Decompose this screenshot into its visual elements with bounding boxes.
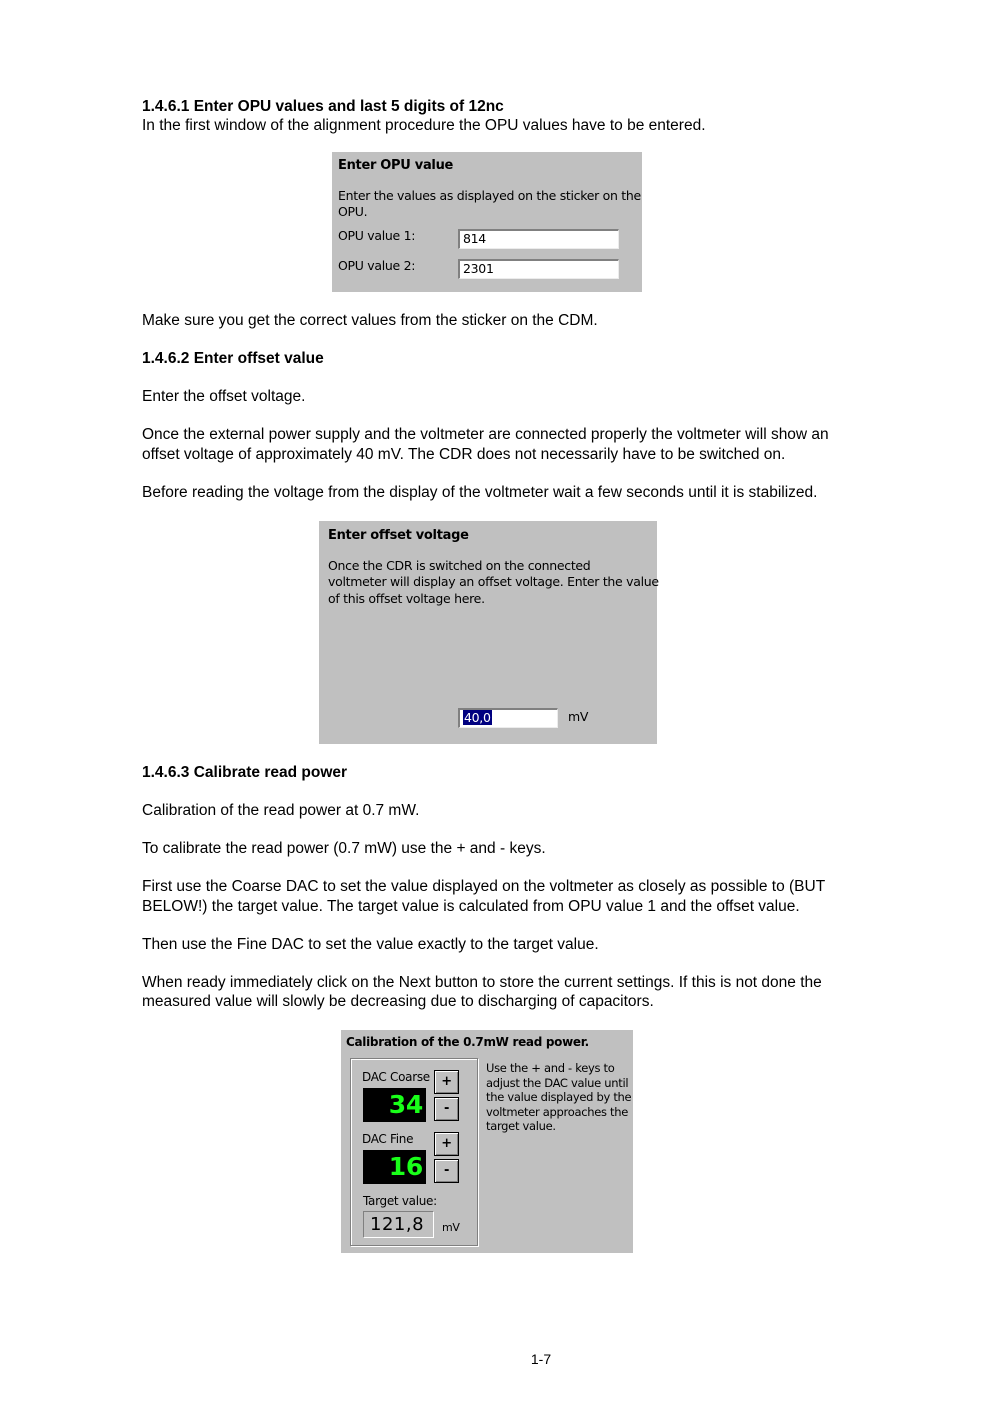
paragraph: offset voltage of approximately 40 mV. The CDR does not necessarily have to be switched on. bbox=[142, 446, 786, 463]
help-text: target value. bbox=[486, 1119, 556, 1133]
page-number: 1-7 bbox=[530, 1351, 552, 1367]
opu-value-1-input[interactable]: 814 bbox=[458, 229, 619, 249]
target-unit-label: mV bbox=[442, 1221, 460, 1234]
opu-value-2-label: OPU value 2: bbox=[338, 258, 416, 273]
dialog-text: voltmeter will display an offset voltage. Enter the value bbox=[328, 574, 659, 589]
help-text: voltmeter approaches the bbox=[486, 1104, 629, 1119]
calibration-dialog bbox=[341, 1030, 633, 1253]
dialog-title: Calibration of the 0.7mW read power. bbox=[346, 1035, 589, 1049]
dac-coarse-label: DAC Coarse bbox=[362, 1070, 430, 1084]
paragraph: When ready immediately click on the Next button to store the current settings. If this is not done the bbox=[142, 974, 822, 991]
dac-coarse-display: 34 bbox=[363, 1088, 426, 1122]
paragraph: BELOW!) the target value. The target value is calculated from OPU value 1 and the offset value. bbox=[142, 898, 800, 915]
paragraph: Before reading the voltage from the display of the voltmeter wait a few seconds until it is stabilized. bbox=[142, 484, 818, 501]
offset-voltage-value: 40,0 bbox=[464, 710, 491, 725]
paragraph: Make sure you get the correct values from the sticker on the CDM. bbox=[142, 312, 598, 329]
section-heading-opu: 1.4.6.1 Enter OPU values and last 5 digits of 12nc bbox=[142, 98, 504, 115]
dialog-instruction: OPU. bbox=[338, 204, 368, 219]
paragraph: Once the external power supply and the voltmeter are connected properly the voltmeter will show an bbox=[142, 426, 829, 443]
help-text: Use the + and - keys to bbox=[486, 1061, 615, 1075]
paragraph: In the first window of the alignment procedure the OPU values have to be entered. bbox=[142, 117, 706, 134]
target-value-display: 121,8 bbox=[363, 1211, 434, 1238]
offset-voltage-input[interactable] bbox=[458, 708, 558, 728]
dialog-title: Enter OPU value bbox=[338, 158, 454, 173]
opu-dialog bbox=[332, 152, 642, 292]
coarse-minus-button[interactable]: - bbox=[434, 1097, 459, 1121]
section-heading-offset: 1.4.6.2 Enter offset value bbox=[142, 350, 324, 367]
paragraph: First use the Coarse DAC to set the value displayed on the voltmeter as closely as possible to (BUT bbox=[142, 878, 826, 895]
coarse-plus-button[interactable]: + bbox=[434, 1070, 459, 1094]
unit-label: mV bbox=[568, 709, 589, 724]
fine-plus-button[interactable]: + bbox=[434, 1132, 459, 1156]
paragraph: Enter the offset voltage. bbox=[142, 388, 306, 405]
paragraph: measured value will slowly be decreasing due to discharging of capacitors. bbox=[142, 993, 654, 1010]
dialog-instruction: Enter the values as displayed on the sticker on the bbox=[338, 188, 641, 203]
opu-value-2-input[interactable]: 2301 bbox=[458, 259, 619, 279]
opu-value-1-label: OPU value 1: bbox=[338, 228, 416, 243]
dac-fine-label: DAC Fine bbox=[362, 1132, 414, 1146]
paragraph: Then use the Fine DAC to set the value exactly to the target value. bbox=[142, 936, 599, 953]
help-text: adjust the DAC value until bbox=[486, 1075, 629, 1090]
dac-fine-display: 16 bbox=[363, 1150, 426, 1184]
help-text: the value displayed by the bbox=[486, 1090, 632, 1104]
paragraph: To calibrate the read power (0.7 mW) use the + and - keys. bbox=[142, 840, 546, 857]
dialog-title: Enter offset voltage bbox=[328, 528, 469, 543]
dialog-text: Once the CDR is switched on the connected bbox=[328, 558, 591, 573]
target-value-label: Target value: bbox=[363, 1194, 437, 1208]
dialog-text: of this offset voltage here. bbox=[328, 591, 485, 606]
section-heading-calibrate: 1.4.6.3 Calibrate read power bbox=[142, 764, 348, 781]
paragraph: Calibration of the read power at 0.7 mW. bbox=[142, 802, 420, 819]
fine-minus-button[interactable]: - bbox=[434, 1159, 459, 1183]
offset-dialog bbox=[319, 521, 657, 744]
